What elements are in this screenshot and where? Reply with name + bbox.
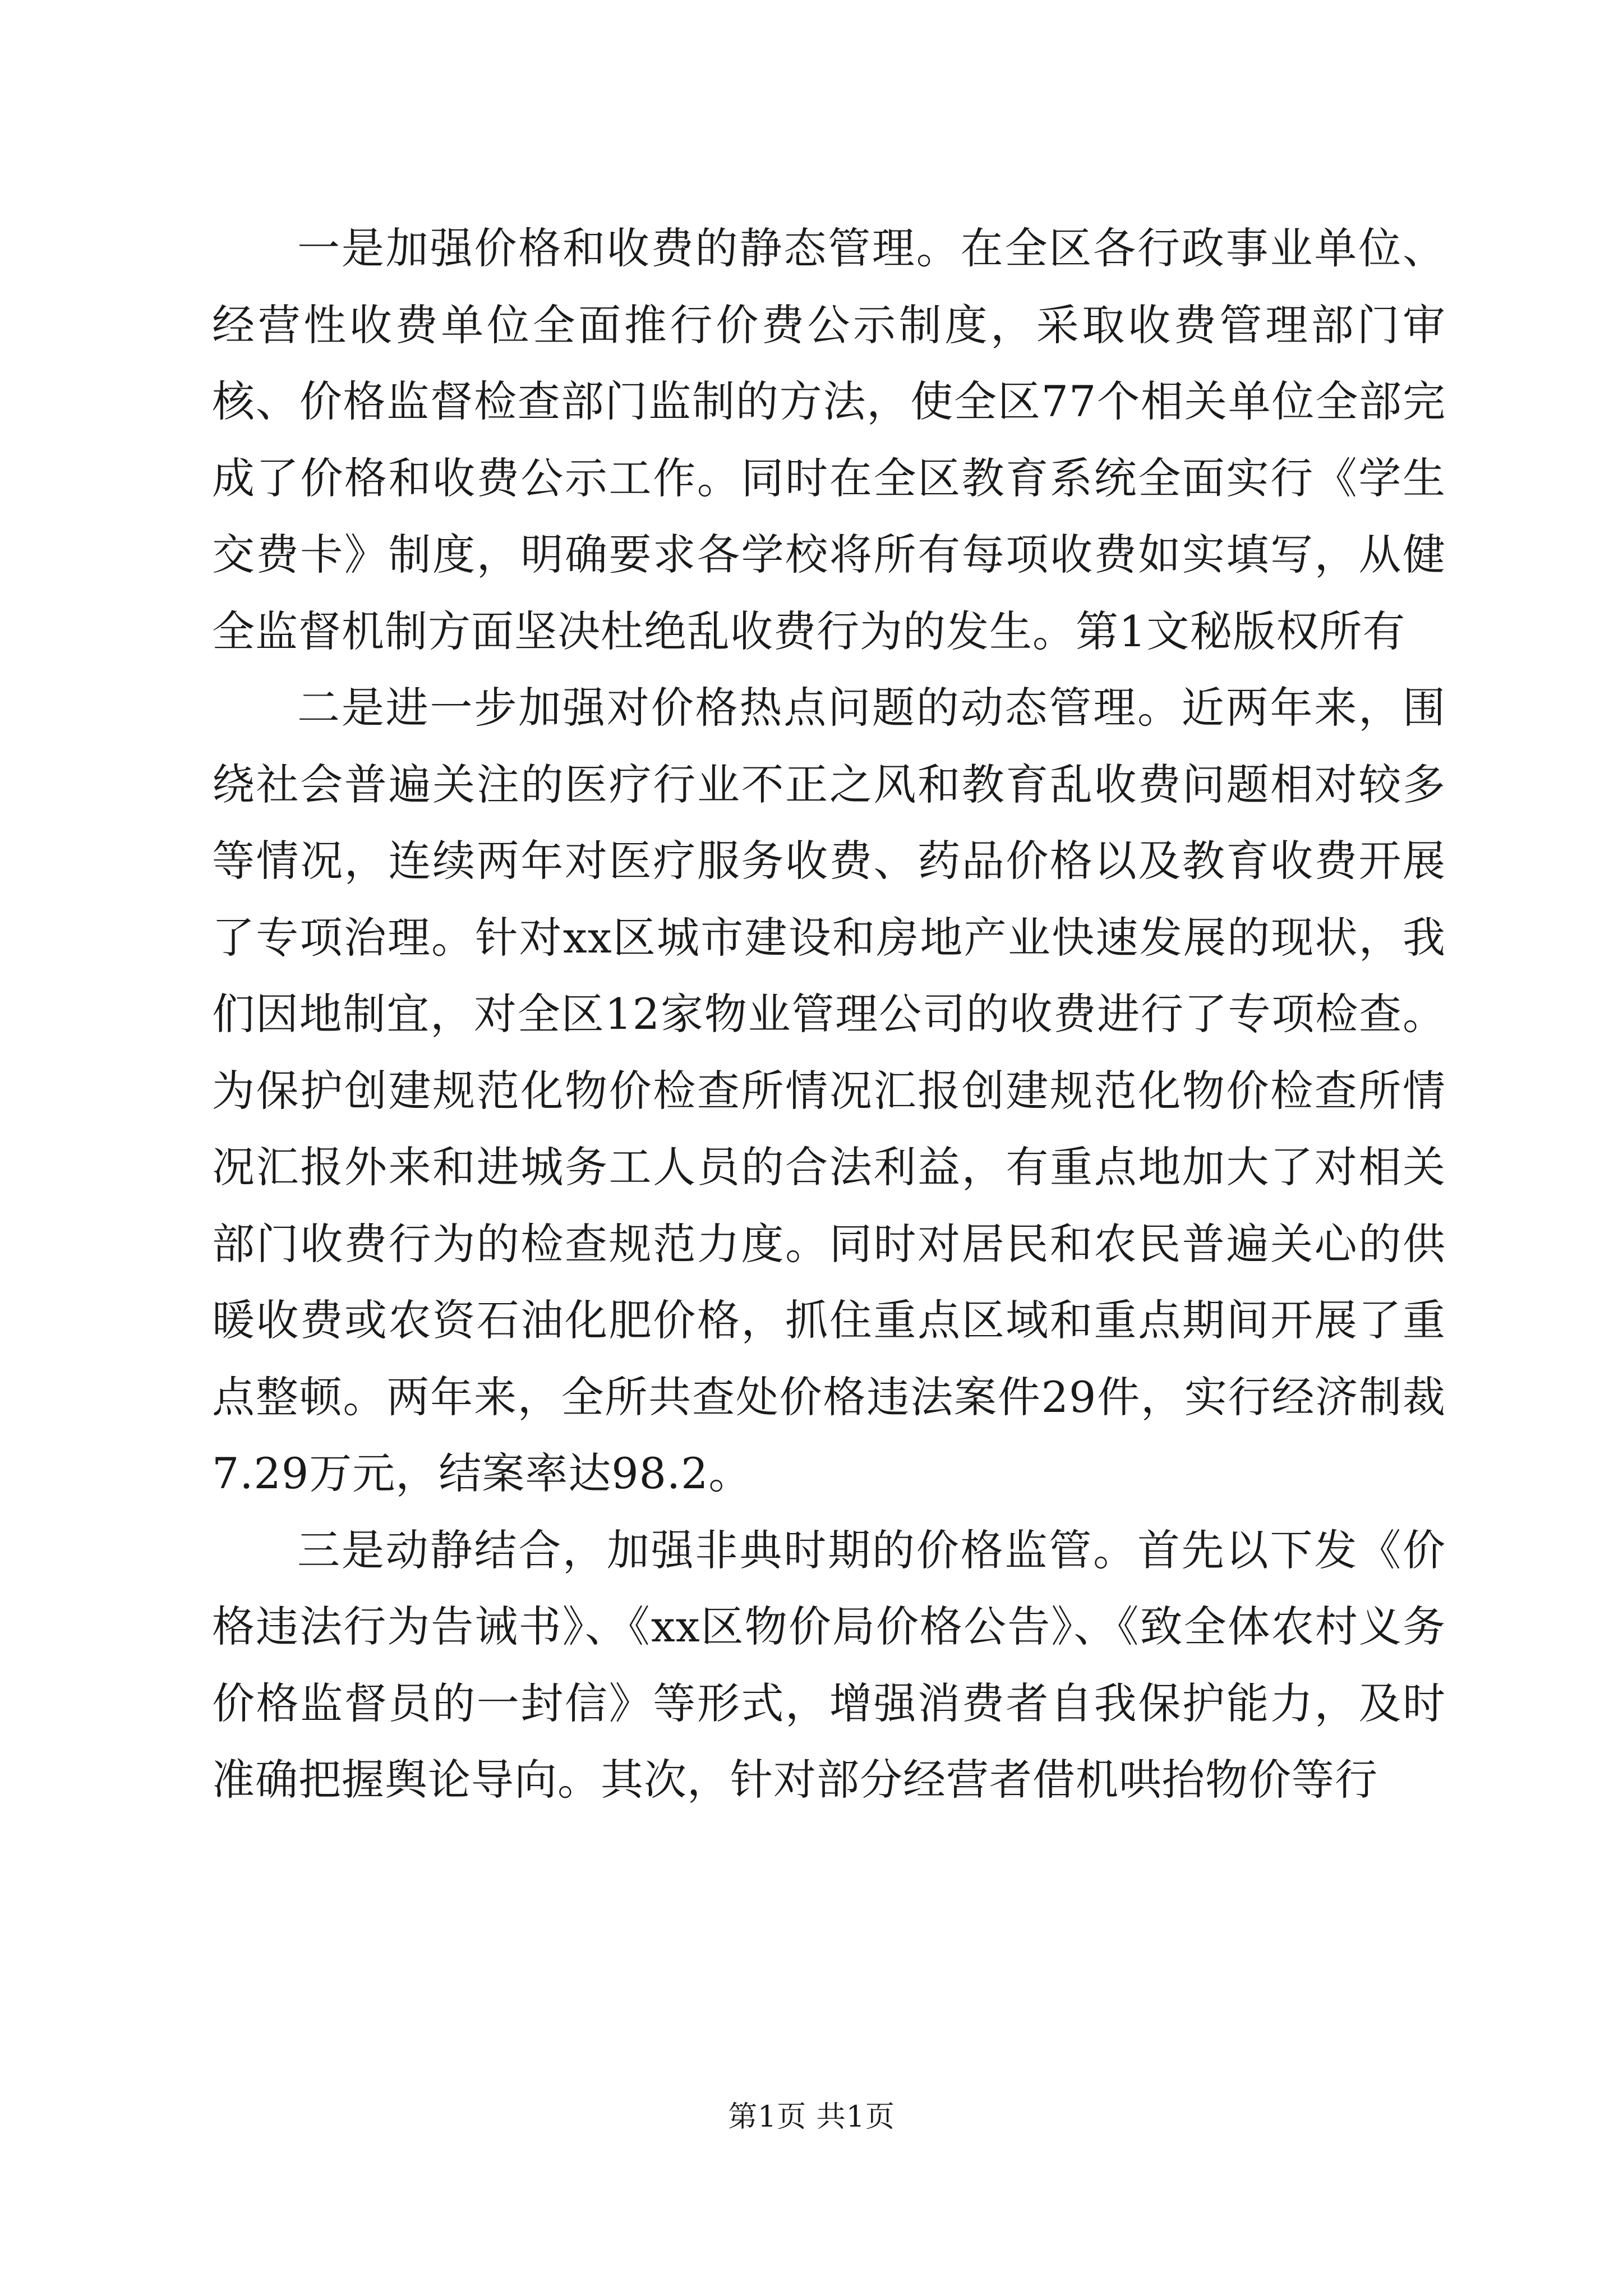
page-footer: 第1页 共1页	[728, 2100, 895, 2134]
paragraph-1: 一是加强价格和收费的静态管理。在全区各行政事业单位、经营性收费单位全面推行价费公示制度，采取收费管理部门审核、价格监督检查部门监制的方法，使全区77个相关单位全部完成了价格和收费公示工作。同时在全区教育系统全面实行《学生交费卡》制度，明确要求各学校将所有每项收费如实填写，从健全监督机制方面坚决杜绝乱收费行为的发生。第1文秘版权所有	[212, 223, 1446, 656]
paragraph-3: 三是动静结合，加强非典时期的价格监管。首先以下发《价格违法行为告诫书》、《xx区物价局价格公告》、《致全体农村义务价格监督员的一封信》等形式，增强消费者自我保护能力，及时准确把握舆论导向。其次，针对部分经营者借机哄抬物价等行	[212, 1525, 1446, 1805]
document-body	[212, 210, 1446, 1819]
paragraph-2: 二是进一步加强对价格热点问题的动态管理。近两年来，围绕社会普遍关注的医疗行业不正之风和教育乱收费问题相对较多等情况，连续两年对医疗服务收费、药品价格以及教育收费开展了专项治理。针对xx区城市建设和房地产业快速发展的现状，我们因地制宜，对全区12家物业管理公司的收费进行了专项检查。为保护创建规范化物价检查所情况汇报创建规范化物价检查所情况汇报外来和进城务工人员的合法利益，有重点地加大了对相关部门收费行为的检查规范力度。同时对居民和农民普遍关心的供暖收费或农资石油化肥价格，抓住重点区域和重点期间开展了重点整顿。两年来，全所共查处价格违法案件29件，实行经济制裁7.29万元，结案率达98.2。	[212, 683, 1446, 1498]
